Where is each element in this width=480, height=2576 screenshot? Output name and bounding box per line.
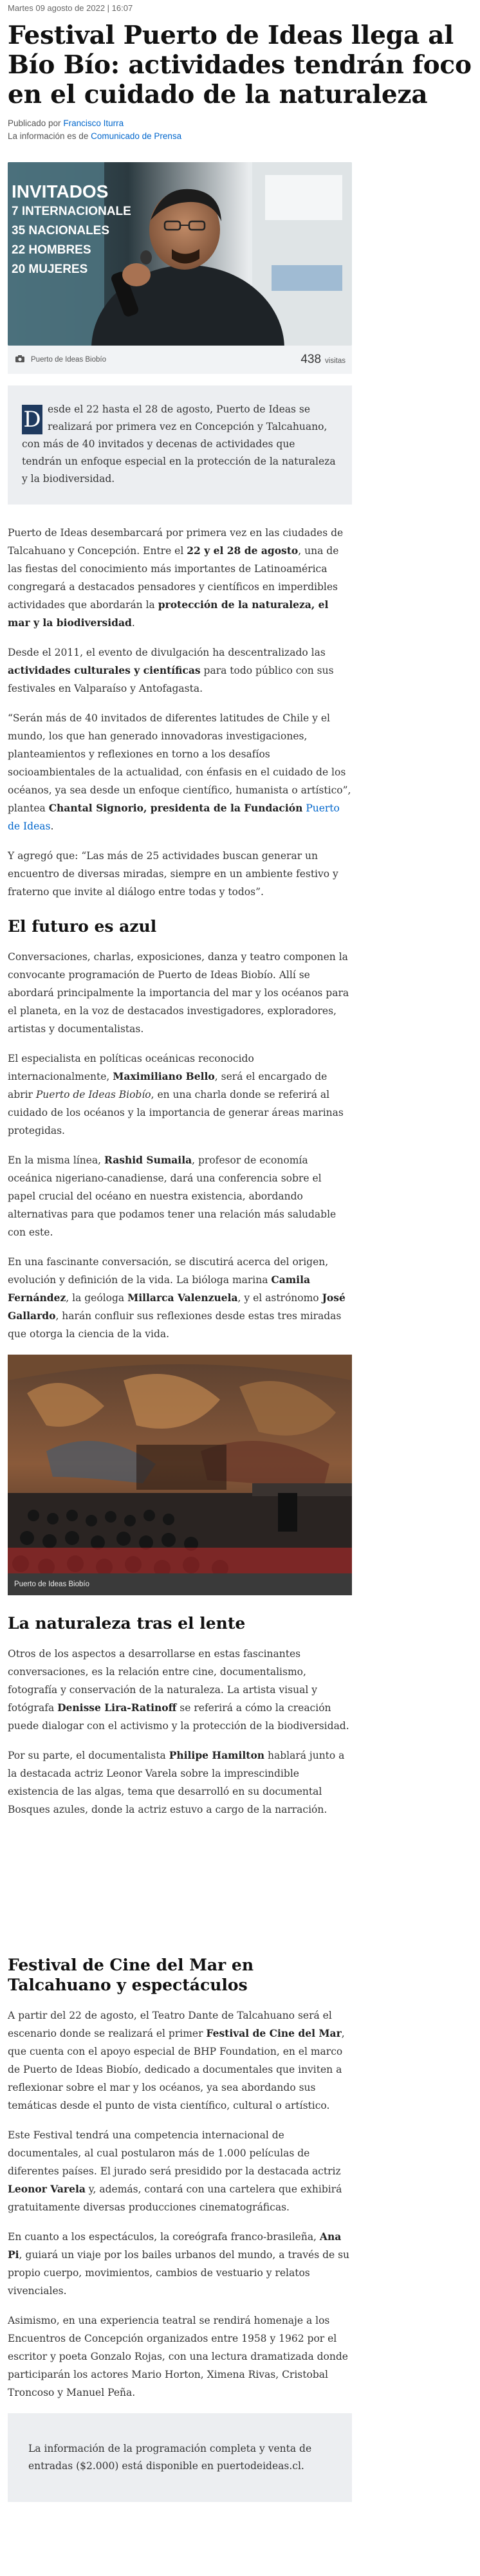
text: , una de las fiestas del conocimiento más importantes de Latinoamérica congregará a destacados pensadores y científicos en imperdibles actividades que abordarán la (8, 545, 339, 611)
text: Por su parte, el documentalista (8, 1750, 169, 1761)
hero-caption-bar (8, 346, 352, 374)
spacer (8, 1830, 352, 1940)
text: “Serán más de 40 invitados de diferentes latitudes de Chile y el mundo, los que han generado innovadoras investigaciones, planteamientos y reflexiones en torno a los desafíos socioambientales de la actualidad, con énfasis en el cuidado de los océanos, ya sea desde un enfoque científico, humanista o artístico”, plantea (8, 712, 351, 814)
hero-banner-line: 20 MUJERES (12, 263, 88, 276)
bold-text: Chantal Signorio, presidenta de la Fundación (48, 802, 303, 814)
paragraph (8, 2126, 352, 2216)
text: En cuanto a los espectáculos, la coreógrafa franco-brasileña, (8, 2231, 320, 2243)
text: Puerto de Ideas desembarcará por primera vez en las ciudades de Talcahuano y Concepción. Entre el (8, 527, 344, 557)
summary-text: esde el 22 hasta el 28 de agosto, Puerto de Ideas se realizará por primera vez en Concepción y Talcahuano, con más de 40 invitados y decenas de actividades que tendrán un enfoque especial en la protección de la naturaleza y la biodiversidad. (22, 403, 336, 485)
paragraph (8, 1645, 352, 1735)
text: , y el astrónomo (237, 1292, 322, 1304)
text: , que cuenta con el apoyo especial de BHP Foundation, en el marco de Puerto de Ideas Biobío, dedicado a documentales que inviten a reflexionar sobre el mar y los océanos, ya sea abordando sus temáticas desde el punto de vista científico, cultural o artístico. (8, 2028, 345, 2111)
text: , harán confluir sus reflexiones desde estas tres miradas que otorga la ciencia de la vida. (8, 1310, 342, 1340)
theater-photo (8, 1355, 352, 1573)
paragraph (8, 1050, 352, 1140)
hero-caption-text: Puerto de Ideas Biobío (31, 356, 106, 364)
text: , en una charla donde se referirá al cuidado de los océanos y la importancia de generar áreas marinas protegidas. (8, 1089, 344, 1136)
article-title: Festival Puerto de Ideas llega al Bío Bío: actividades tendrán foco en el cuidado de la naturaleza (8, 21, 472, 109)
source-label: La información es de (8, 131, 89, 141)
section-heading: Festival de Cine del Mar en Talcahuano y espectáculos (8, 1956, 254, 1994)
paragraph (8, 2228, 352, 2300)
text: , la geóloga (66, 1292, 128, 1304)
text: , profesor de economía oceánica nigeriano-canadiense, dará una conferencia sobre el papel crucial del océano en nuestra existencia, abordando alternativas para que podamos tener una relación más saludable con este. (8, 1154, 337, 1238)
text: hablará junto a la destacada actriz Leonor Varela sobre la imprescindible existencia de las algas, tema que desarrolló en su documental Bosques azules, donde la actriz estuvo a cargo de la narración. (8, 1750, 345, 1815)
text: se referirá a cómo la creación puede dialogar con el activismo y la protección de la biodiversidad. (8, 1702, 349, 1732)
italic-text: Puerto de Ideas Biobío (35, 1089, 151, 1100)
paragraph (8, 709, 352, 835)
dropcap: D (22, 405, 42, 434)
hero-banner-text (12, 181, 131, 279)
views-counter (300, 353, 346, 367)
bold-text: Rashid Sumaila (104, 1154, 192, 1166)
paragraph: Y agregó que: “Las más de 25 actividades buscan generar un encuentro de diversas miradas, siempre en un ambiente festivo y fraterno que invite al diálogo entre todas y todos”. (8, 850, 338, 898)
article-body (8, 524, 352, 2502)
bold-text: Millarca Valenzuela (127, 1292, 238, 1304)
bold-text: protección de la naturaleza, el mar y la biodiversidad (8, 598, 329, 629)
info-box: La información de la programación completa y venta de entradas ($2.000) está disponible en puertodeideas.cl. (8, 2413, 352, 2502)
text: , guiará un viaje por los bailes urbanos del mundo, a través de su propio cuerpo, movimientos, cambios de vestuario y relatos vivenciales. (8, 2249, 350, 2297)
article-summary (8, 385, 352, 505)
hero-caption (15, 355, 106, 364)
bold-text: 22 y el 28 de agosto (187, 544, 299, 557)
hero-banner-line: INVITADOS (12, 181, 109, 201)
bold-text: actividades culturales y científicas (8, 664, 201, 676)
published-by-line (8, 117, 472, 130)
text: , será el encargado de abrir (8, 1071, 328, 1100)
puerto-de-ideas-link[interactable]: Puerto de Ideas (8, 802, 340, 832)
bold-text: Philipe Hamilton (169, 1749, 265, 1761)
paragraph (8, 524, 352, 632)
paragraph: Conversaciones, charlas, exposiciones, danza y teatro componen la convocante programación de Puerto de Ideas Biobío. Allí se abordará principalmente la importancia del mar y los océanos para el planeta, en la voz de destacados investigadores, exploradores, artistas y documentalistas. (8, 951, 349, 1035)
text: Este Festival tendrá una competencia internacional de documentales, al cual postularon más de 1.000 películas de diferentes países. El jurado será presidido por la destacada actriz (8, 2129, 341, 2177)
hero-banner-line: 7 INTERNACIONALE (12, 205, 131, 218)
text: . (50, 820, 54, 832)
paragraph (8, 2006, 352, 2115)
paragraph: Asimismo, en una experiencia teatral se rendirá homenaje a los Encuentros de Concepción organizados entre 1958 y 1962 por el escritor y poeta Gonzalo Rojas, con una lectura dramatizada donde participarán los actores Mario Horton, Ximena Rivas, Cristobal Troncoso y Manuel Peña. (8, 2315, 348, 2398)
hero-banner-line: 22 HOMBRES (12, 243, 91, 257)
text: . (131, 617, 135, 629)
bold-text: Maximiliano Bello (113, 1070, 215, 1082)
text: A partir del 22 de agosto, el Teatro Dante de Talcahuano será el escenario donde se realizará el primer (8, 2010, 332, 2039)
source-line (8, 130, 472, 143)
text: para todo público con sus festivales en Valparaíso y Antofagasta. (8, 665, 334, 694)
bold-text: Denisse Lira-Ratinoff (57, 1701, 177, 1714)
bold-text: Leonor Varela (8, 2183, 86, 2195)
bold-text: Ana Pi (8, 2230, 342, 2261)
bold-text: José Gallardo (8, 1292, 346, 1322)
section-heading: El futuro es azul (8, 917, 157, 936)
views-label: visitas (325, 357, 346, 365)
paragraph (8, 1151, 352, 1241)
theater-image-caption: Puerto de Ideas Biobío (8, 1573, 352, 1595)
source-link[interactable]: Comunicado de Prensa (91, 131, 182, 141)
article-date: Martes 09 agosto de 2022 | 16:07 (8, 3, 133, 13)
hero-banner-line: 35 NACIONALES (12, 224, 110, 237)
text: y, además, contará con una cartelera que exhibirá gratuitamente diversas producciones cinematográficas. (8, 2183, 342, 2213)
paragraph (8, 1747, 352, 1819)
theater-image[interactable] (8, 1355, 352, 1573)
published-by-label: Publicado por (8, 118, 61, 128)
text: El especialista en políticas oceánicas reconocido internacionalmente, (8, 1053, 254, 1082)
text: Otros de los aspectos a desarrollarse en estas fascinantes conversaciones, es la relación entre cine, documentalismo, fotografía y conservación de la naturaleza. La artista visual y fotógrafa (8, 1648, 317, 1714)
byline (8, 117, 472, 143)
bold-text: Camila Fernández (8, 1274, 311, 1304)
section-heading: La naturaleza tras el lente (8, 1614, 246, 1633)
paragraph (8, 644, 352, 698)
bold-text: Festival de Cine del Mar (206, 2027, 342, 2039)
text: En una fascinante conversación, se discutirá acerca del origen, evolución y definición de la vida. La bióloga marina (8, 1256, 329, 1286)
author-link[interactable]: Francisco Iturra (63, 118, 124, 128)
text: Desde el 2011, el evento de divulgación ha descentralizado las (8, 647, 326, 658)
hero-image[interactable] (8, 162, 352, 346)
camera-icon (15, 355, 24, 364)
views-count: 438 (300, 353, 322, 366)
paragraph (8, 1253, 352, 1343)
text: En la misma línea, (8, 1154, 104, 1166)
